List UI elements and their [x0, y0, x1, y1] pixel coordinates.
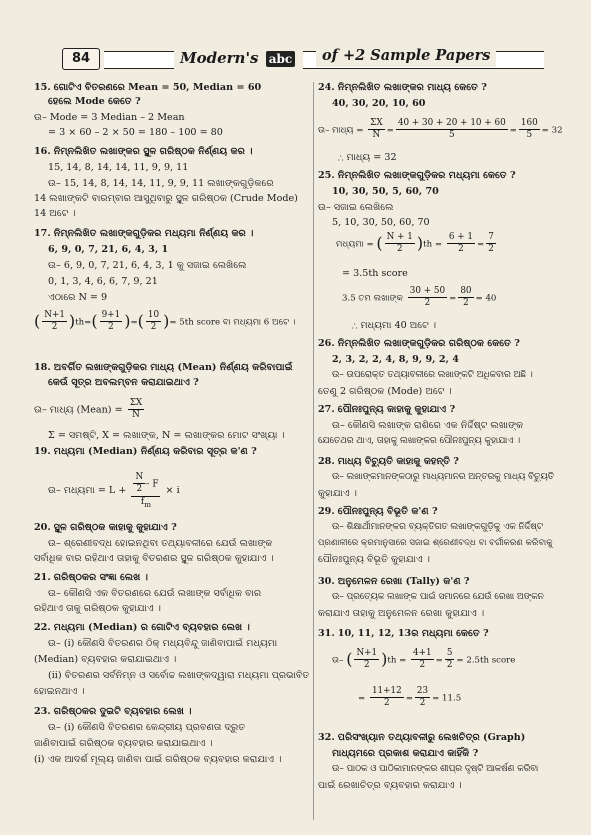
question-number: 15.	[34, 82, 51, 93]
question-text: ପରିସଂଖ୍ୟାନ ତଥ୍ୟାବଳୀରୁ ଲେଖଚିତ୍ର (Graph)	[337, 732, 526, 743]
answer-text: (ii) ବିତରଣର ସର୍ବନିମ୍ନ ଓ ସର୍ବୋଚ୍ଚ ଲଖାଙ୍କଦ୍ୱାରା ମଧ୍ୟମା ପ୍ରଭାବିତ	[48, 670, 310, 681]
question-30	[318, 576, 470, 588]
answer-text: ଉ– ମାଧ୍ୟ =	[318, 125, 364, 136]
numerator: N	[133, 472, 145, 484]
question-number: 27.	[318, 404, 335, 415]
answer-text: ଉ– (i) କୌଣସି ବିତରଣର ଠିକ୍ ମଧ୍ୟବିନ୍ଦୁ ଜାଣିବାପାଇଁ ମଧ୍ୟମା	[48, 638, 278, 649]
question-number: 31.	[318, 628, 335, 639]
question-text: ଅନୁମେଳନ ରେଖା (Tally) କ'ଣ ?	[337, 576, 470, 587]
answer-text: ପାଇଁ ରେଖାଚିତ୍ର ବ୍ୟବହାର କରାଯାଏ ।	[318, 780, 462, 791]
numerator: 10	[146, 310, 161, 322]
denominator: 5	[526, 130, 533, 141]
question-number: 16.	[34, 146, 51, 157]
answer-text: (i) ଏକ ଆଦର୍ଶ ମୂଲ୍ୟ ଜାଣିବା ପାଇଁ ଗରିଷ୍ଠକ ବ୍ୟବହାର କରାଯାଏ ।	[34, 754, 282, 765]
answer-text: ଉ– ମାଧ୍ୟ (Mean) =	[34, 404, 123, 416]
numerator: 40 + 30 + 20 + 10 + 60	[396, 118, 508, 130]
question-28	[318, 456, 459, 468]
denominator: 2	[108, 322, 114, 333]
data-values: 2, 3, 2, 2, 4, 8, 9, 9, 2, 4	[332, 354, 459, 365]
numerator: 6 + 1	[447, 232, 475, 244]
answer-text: ଉ– କୌଣସି ଲଖାଙ୍କ ରାଶିରେ ଏକ ନିର୍ଦ୍ଦିଷ୍ଟ ଲଖାଙ୍କ	[332, 420, 524, 431]
denominator: 5	[448, 130, 455, 141]
question-text: କେଉଁ ସୂତ୍ର ଅବଲମ୍ବନ କରାଯାଇଥାଏ ?	[48, 377, 199, 388]
question-number: 32.	[318, 732, 335, 743]
question-20	[34, 522, 177, 534]
answer-text: Σ = ସମଷ୍ଟି, X = ଲଖାଙ୍କ, N = ଲଖାଙ୍କର ମୋଟ ସଂଖ୍ୟା ।	[48, 430, 285, 441]
question-text: ଅବର୍ଗିତ ଲଖାଙ୍କଗୁଡ଼ିକର ମାଧ୍ୟ (Mean) ନିର୍ଣ୍ଣୟ କରିବାପାଇଁ	[53, 362, 293, 373]
equals-sign: =	[84, 317, 92, 328]
numerator: – F	[145, 479, 159, 490]
numerator: 9+1	[100, 310, 123, 322]
answer-text: ଉ– ଲଖାଙ୍କମାନଙ୍କଠାରୁ ମାଧ୍ୟମାନର ଅନ୍ତରକୁ ମାଧ୍ୟ ବିଚ୍ୟୁତି	[332, 472, 554, 482]
denominator: N	[372, 130, 381, 141]
denominator: 2	[384, 698, 390, 709]
mean-formula	[34, 398, 146, 422]
question-25	[318, 170, 516, 182]
answer-result: = 40	[475, 293, 497, 304]
answer-text: 5, 10, 30, 50, 60, 70	[332, 217, 430, 228]
answer-text: ∴ ମାଧ୍ୟ = 32	[338, 152, 397, 163]
page-number: 84	[62, 48, 100, 70]
answer-text: ∴ ମଧ୍ୟମା 40 ଅଟେ ।	[352, 320, 437, 331]
question-text: ସ୍ଥୂଳ ଗରିଷ୍ଠକ କାହାକୁ କୁହାଯାଏ ?	[53, 522, 177, 533]
question-31	[318, 628, 489, 640]
equals-sign: =	[358, 693, 366, 704]
book-brand	[174, 47, 303, 69]
answer-text: ଉ– (i) କୌଣସି ବିତରଣର କେନ୍ଦ୍ରୀୟ ପ୍ରବଣତା ଦ୍ରୁତ	[48, 722, 246, 733]
answer-text: ଉ– ସଜାଇ ଲେଖିଲେ	[318, 202, 394, 213]
answer-text: କୁହାଯାଏ ।	[318, 488, 357, 499]
numerator: 11+12	[370, 686, 404, 698]
denominator: 2	[446, 660, 453, 671]
denominator: N	[132, 410, 140, 421]
question-text: ଗରିଷ୍ଠକର ସଂଜ୍ଞା ଲେଖ ।	[53, 572, 148, 583]
abc-logo: abc	[266, 51, 295, 67]
median-value: = $\frac{11+12}{2}$ = $\frac{23}{2}$ = 11.5	[358, 686, 462, 709]
denominator: 2	[363, 660, 370, 671]
answer-text: ଉ–	[332, 655, 344, 666]
question-23	[34, 706, 192, 718]
answer-text: ମଧ୍ୟମା =	[336, 239, 374, 250]
denominator: 2	[424, 298, 431, 309]
denominator: 2	[419, 660, 426, 671]
question-number: 29.	[318, 506, 335, 517]
question-number: 22.	[34, 622, 51, 633]
question-16	[34, 146, 253, 158]
question-text: ମାଧ୍ୟମରେ ପ୍ରକାଶ କରାଯାଏ କାହିଁକି ?	[332, 748, 479, 759]
answer-text: ଉ– 6, 9, 0, 7, 21, 6, 4, 3, 1 କୁ ସଜାଇ ଲେଖିଲେ	[48, 260, 247, 271]
page-header	[54, 42, 554, 72]
answer-text: ଉ– 15, 14, 8, 14, 14, 11, 9, 9, 11 ଲଖାଙ୍କଗୁଡ଼ିକରେ	[48, 178, 274, 189]
question-27	[318, 404, 455, 416]
numerator: ΣX	[128, 398, 144, 410]
question-24	[318, 82, 487, 94]
question-17	[34, 228, 253, 240]
denominator: 2	[458, 244, 464, 255]
question-number: 26.	[318, 338, 335, 349]
data-values: 10, 30, 50, 5, 60, 70	[332, 186, 439, 197]
numerator: 5	[445, 648, 455, 660]
denominator: 2	[396, 244, 403, 255]
answer-text: ରହିଥାଏ ତାକୁ ଗରିଷ୍ଠକ କୁହାଯାଏ ।	[34, 603, 161, 614]
equals-sign: =	[130, 317, 138, 328]
question-19	[34, 446, 257, 458]
question-26	[318, 338, 520, 350]
question-text: ମଧ୍ୟମା (Median) ନିର୍ଣ୍ଣୟ କରିବାର ସୂତ୍ର କ'ଣ ?	[53, 446, 257, 457]
median-formula: ( $\frac{N+1}{2}$ )th=( $\frac{9+1}{2}$ )=( $\frac{10}{2}$ )= 5th score ବା ମଧ୍ୟମା 6 ଅଟେ ।	[34, 310, 296, 333]
question-21	[34, 572, 148, 584]
denominator: 2	[150, 322, 157, 333]
answer-text: କରାଯାଏ ତାହାକୁ ଅନୁମେଳନ ରେଖା କୁହାଯାଏ ।	[318, 608, 485, 619]
numerator: N+1	[354, 648, 379, 660]
ordinal-suffix: th	[75, 317, 85, 328]
denominator: 2	[419, 698, 426, 709]
question-text: ଗରିଷ୍ଠକର ଦୁଇଟି ବ୍ୟବହାର ଲେଖ ।	[53, 706, 192, 717]
data-values: 40, 30, 20, 10, 60	[332, 98, 426, 109]
answer-text: ଉ– Mode = 3 Median – 2 Mean	[34, 112, 185, 123]
answer-text: ଉ– ପ୍ରତ୍ୟେକ ଲଖାଙ୍କ ପାଇଁ ସମାନରେ ଯେଉଁ ରେଖା ଅଙ୍କନ	[332, 592, 544, 602]
question-number: 17.	[34, 228, 51, 239]
answer-text: = 5th score ବା ମଧ୍ୟମା 6 ଅଟେ ।	[169, 317, 296, 328]
denominator: 2	[136, 484, 143, 495]
answer-text: ପୌନଃପୁନ୍ୟ ବିଭୂତି କୁହାଯାଏ ।	[318, 554, 430, 565]
answer-text: = 3.5th score	[342, 268, 408, 279]
denominator: 2	[488, 244, 494, 255]
question-text: ନିମ୍ନଲିଖିତ ଲଖାଙ୍କର ସ୍ଥୂଳ ଗରିଷ୍ଠକ ନିର୍ଣ୍ଣୟ କର ।	[53, 146, 253, 157]
answer-text: ଜାଣିବାପାଇଁ ଗରିଷ୍ଠକ ବ୍ୟବହାର କରାଯାଇଥାଏ ।	[34, 738, 213, 749]
book-subtitle: of +2 Sample Papers	[316, 45, 496, 67]
answer-result: = 2.5th score	[456, 655, 516, 666]
question-number: 23.	[34, 706, 51, 717]
question-29	[318, 506, 438, 518]
question-number: 25.	[318, 170, 335, 181]
answer-text: ହୋଇନଥାଏ ।	[34, 686, 85, 697]
denominator: f	[140, 496, 145, 507]
denominator: 2	[463, 298, 469, 309]
data-values: 15, 14, 8, 14, 14, 11, 9, 9, 11	[48, 162, 189, 173]
question-text: ମଧ୍ୟମା (Median) ର ଗୋଟିଏ ବ୍ୟବହାର ଲେଖ ।	[53, 622, 250, 633]
brand-name: Modern's	[180, 49, 259, 67]
question-text: ନିମ୍ନଲିଖିତ ଲଖାଙ୍କର ମାଧ୍ୟ କେତେ ?	[337, 82, 487, 93]
numerator: 7	[486, 232, 496, 244]
answer-text: ଉ– ଉପରୋକ୍ତ ତଥ୍ୟାବଳୀରେ ଲଖାଙ୍କଟି ଅଧିକବାର ଅଛି ।	[332, 370, 533, 380]
answer-text: ତେଣୁ 2 ଗରିଷ୍ଠକ (Mode) ଅଟେ ।	[318, 386, 452, 397]
answer-text: ଯେତେଥର ଥାଏ, ତାହାକୁ ଲଖାଙ୍କର ପୌନଃପୁନ୍ୟ କୁହାଯାଏ ।	[318, 436, 521, 446]
question-number: 28.	[318, 456, 335, 467]
question-number: 19.	[34, 446, 51, 457]
answer-text: ଉ– କୌଣସି ଏକ ବିତରଣରେ ଯେଉଁ ଲଖାଙ୍କ ସର୍ବାଧିକ ବାର	[48, 588, 262, 599]
question-number: 24.	[318, 82, 335, 93]
question-text: ଗୋଟିଏ ବିତରଣରେ Mean = 50, Median = 60	[53, 82, 262, 93]
numerator: N+1	[42, 310, 67, 322]
question-15	[34, 82, 261, 94]
answer-text: 14 ଲଖାଙ୍କଟି ବାରମ୍ବାର ଆସୁଥିବାରୁ ସ୍ଥୂଳ ଗରିଷ୍ଠକ (Crude Mode)	[34, 193, 298, 204]
answer-text: (Median) ବ୍ୟବହାର କରାଯାଇଥାଏ ।	[34, 654, 177, 665]
ordinal-suffix: th =	[423, 239, 443, 250]
question-22	[34, 622, 250, 634]
data-values: 6, 9, 0, 7, 21, 6, 4, 3, 1	[48, 244, 169, 255]
answer-text: ଏଠାରେ N = 9	[48, 292, 108, 303]
numerator: 23	[415, 686, 430, 698]
denominator: 2	[51, 322, 58, 333]
answer-text: ପ୍ରଣାଳୀରେ କ୍ରମାନୁସାରେ ସଜାଇ ଶ୍ରେଣୀବଦ୍ଧ ବା ବର୍ଗୀକରଣ କରିବାକୁ	[318, 538, 553, 548]
answer-result: = 32	[541, 125, 563, 136]
answer-text: 3.5 ତମ ଲଖାଙ୍କ	[342, 293, 404, 304]
question-text: ପୌନଃପୁନ୍ୟ କାହାକୁ କୁହାଯାଏ ?	[337, 404, 456, 415]
subscript: m	[144, 499, 152, 509]
answer-text: 0, 1, 3, 4, 6, 6, 7, 9, 21	[48, 276, 158, 287]
median-calculation: ମଧ୍ୟମା = ( $\frac{N + 1}{2}$ )th = $\frac{6 + 1}{2}$ = $\frac{7}{2}$	[336, 232, 494, 255]
answer-text: = 3 × 60 – 2 × 50 = 180 – 100 = 80	[48, 127, 223, 138]
answer-text: ସର୍ବାଧିକ ବାର ରହିଥାଏ ତାହାକୁ ବିତରଣର ସ୍ଥୂଳ ଗରିଷ୍ଠକ କୁହାଯାଏ ।	[34, 553, 274, 564]
question-number: 21.	[34, 572, 51, 583]
answer-text: 14 ଅଟେ ।	[34, 208, 76, 219]
median-value: 3.5 ତମ ଲଖାଙ୍କ $\frac{30 + 50}{2}$ = $\frac{80}{2}$ = 40	[342, 286, 497, 309]
numerator: ΣX	[368, 118, 384, 130]
median-calculation: ଉ– ( $\frac{N+1}{2}$ )th = $\frac{4+1}{2}$ = $\frac{5}{2}$ = 2.5th score	[332, 648, 516, 671]
question-text: ନିମ୍ନଲିଖିତ ଲଖାଙ୍କଗୁଡ଼ିକର ଗରିଷ୍ଠକ କେତେ ?	[337, 338, 520, 349]
numerator: 30 + 50	[408, 286, 447, 298]
numerator: 160	[519, 118, 540, 130]
question-text: ମାଧ୍ୟ ବିଚ୍ୟୁତି କାହାକୁ କହନ୍ତି ?	[337, 456, 459, 467]
question-text: ପୌନଃପୁନ୍ୟ ବିଭୂତି କ'ଣ ?	[337, 506, 438, 517]
ordinal-suffix: th =	[387, 655, 407, 666]
question-number: 20.	[34, 522, 51, 533]
question-18	[34, 362, 293, 374]
answer-text: ଉ– ଶ୍ରେଣୀବଦ୍ଧ ହୋଇନଥିବା ତଥ୍ୟାବଳୀରେ ଯେଉଁ ଲଖାଙ୍କ	[48, 538, 273, 549]
question-text: ନିମ୍ନଲିଖିତ ଲଖାଙ୍କଗୁଡ଼ିକର ମଧ୍ୟମା ନିର୍ଣ୍ଣୟ କର ।	[53, 228, 254, 239]
answer-result: = 11.5	[432, 693, 462, 704]
question-text: 10, 11, 12, 13ର ମଧ୍ୟମା କେତେ ?	[337, 628, 489, 639]
question-text: ନିମ୍ନଲିଖିତ ଲଖାଙ୍କଗୁଡ଼ିକର ମଧ୍ୟମା କେତେ ?	[337, 170, 516, 181]
median-formula	[34, 472, 180, 509]
question-text: ହେଲେ Mode କେତେ ?	[48, 96, 141, 107]
answer-text: × i	[165, 484, 180, 496]
numerator: 80	[458, 286, 473, 298]
column-divider	[313, 82, 314, 820]
numerator: N + 1	[385, 232, 415, 244]
numerator: 4+1	[411, 648, 434, 660]
answer-text: ଉ– ଶିକ୍ଷାର୍ଥୀମାନଙ୍କର ବ୍ୟକ୍ତିଗତ ଲଖାଙ୍କଗୁଡ଼ିକୁ ଏକ ନିର୍ଦ୍ଦିଷ୍ଟ	[332, 522, 543, 532]
mean-calculation: ଉ– ମାଧ୍ୟ = $\frac{\Sigma X}{N}$ = $\frac{40 + 30 + 20 + 10 + 60}{5}$ = $\frac{160}{5}$ = 32	[318, 118, 563, 141]
question-number: 18.	[34, 362, 51, 373]
answer-text: ଉ– ମଧ୍ୟମା = L +	[48, 484, 127, 496]
question-32	[318, 732, 525, 744]
question-number: 30.	[318, 576, 335, 587]
answer-text: ଉ– ପାଠକ ଓ ପାଠିକାମାନଙ୍କର ଶୀଘ୍ର ଦୃଷ୍ଟି ଆକର୍ଷଣ କରିବା	[332, 764, 539, 774]
